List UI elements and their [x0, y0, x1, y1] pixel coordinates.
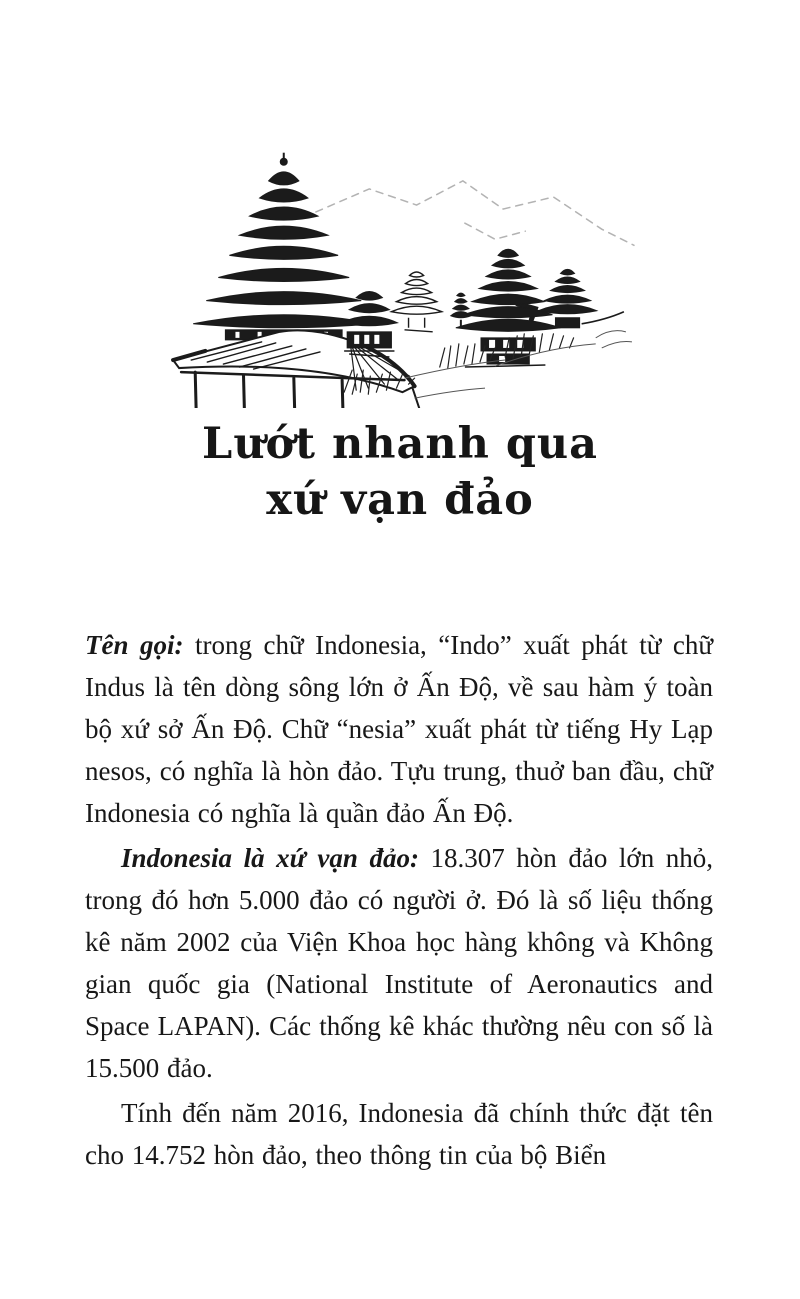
temple-sketch-illustration [163, 150, 641, 408]
paragraph-text-named-islands: Tính đến năm 2016, Indonesia đã chính thức đặt tên cho 14.752 hòn đảo, theo thông tin của bộ Biển [85, 1098, 713, 1170]
far-right-pagoda [538, 269, 624, 327]
paragraph-lead-ten-goi: Tên gọi: [85, 630, 195, 660]
paragraph-named-islands [85, 1092, 713, 1176]
chapter-title-line2: xứ vạn đảo [266, 475, 534, 525]
body-text [85, 624, 713, 1176]
chapter-title [0, 416, 800, 528]
paragraph-text-island-count: 18.307 hòn đảo lớn nhỏ, trong đó hơn 5.000 đảo có người ở. Đó là số liệu thống kê năm 2002 của Viện Khoa học hàng không và Không gian quốc gia (National Institute of Aeronautics and Space LAPAN). Các thống kê khác thường nêu con số là 15.500 đảo. [85, 843, 713, 1083]
paragraph-island-count [85, 837, 713, 1089]
paragraph-name-origin [85, 624, 713, 834]
paragraph-text-name-origin: trong chữ Indonesia, “Indo” xuất phát từ chữ Indus là tên dòng sông lớn ở Ấn Độ, về sau hàm ý toàn bộ xứ sở Ấn Độ. Chữ “nesia” xuất phát từ tiếng Hy Lạp nesos, có nghĩa là hòn đảo. Tựu trung, thuở ban đầu, chữ Indonesia có nghĩa là quần đảo Ấn Độ. [85, 630, 713, 828]
paragraph-lead-van-dao: Indonesia là xứ vạn đảo: [121, 843, 431, 873]
outline-pagoda [391, 272, 441, 332]
tiny-tower [451, 293, 471, 328]
left-meru-tower [193, 153, 374, 340]
chapter-title-line1: Lướt nhanh qua [201, 419, 599, 469]
mountain-outline [304, 181, 634, 245]
